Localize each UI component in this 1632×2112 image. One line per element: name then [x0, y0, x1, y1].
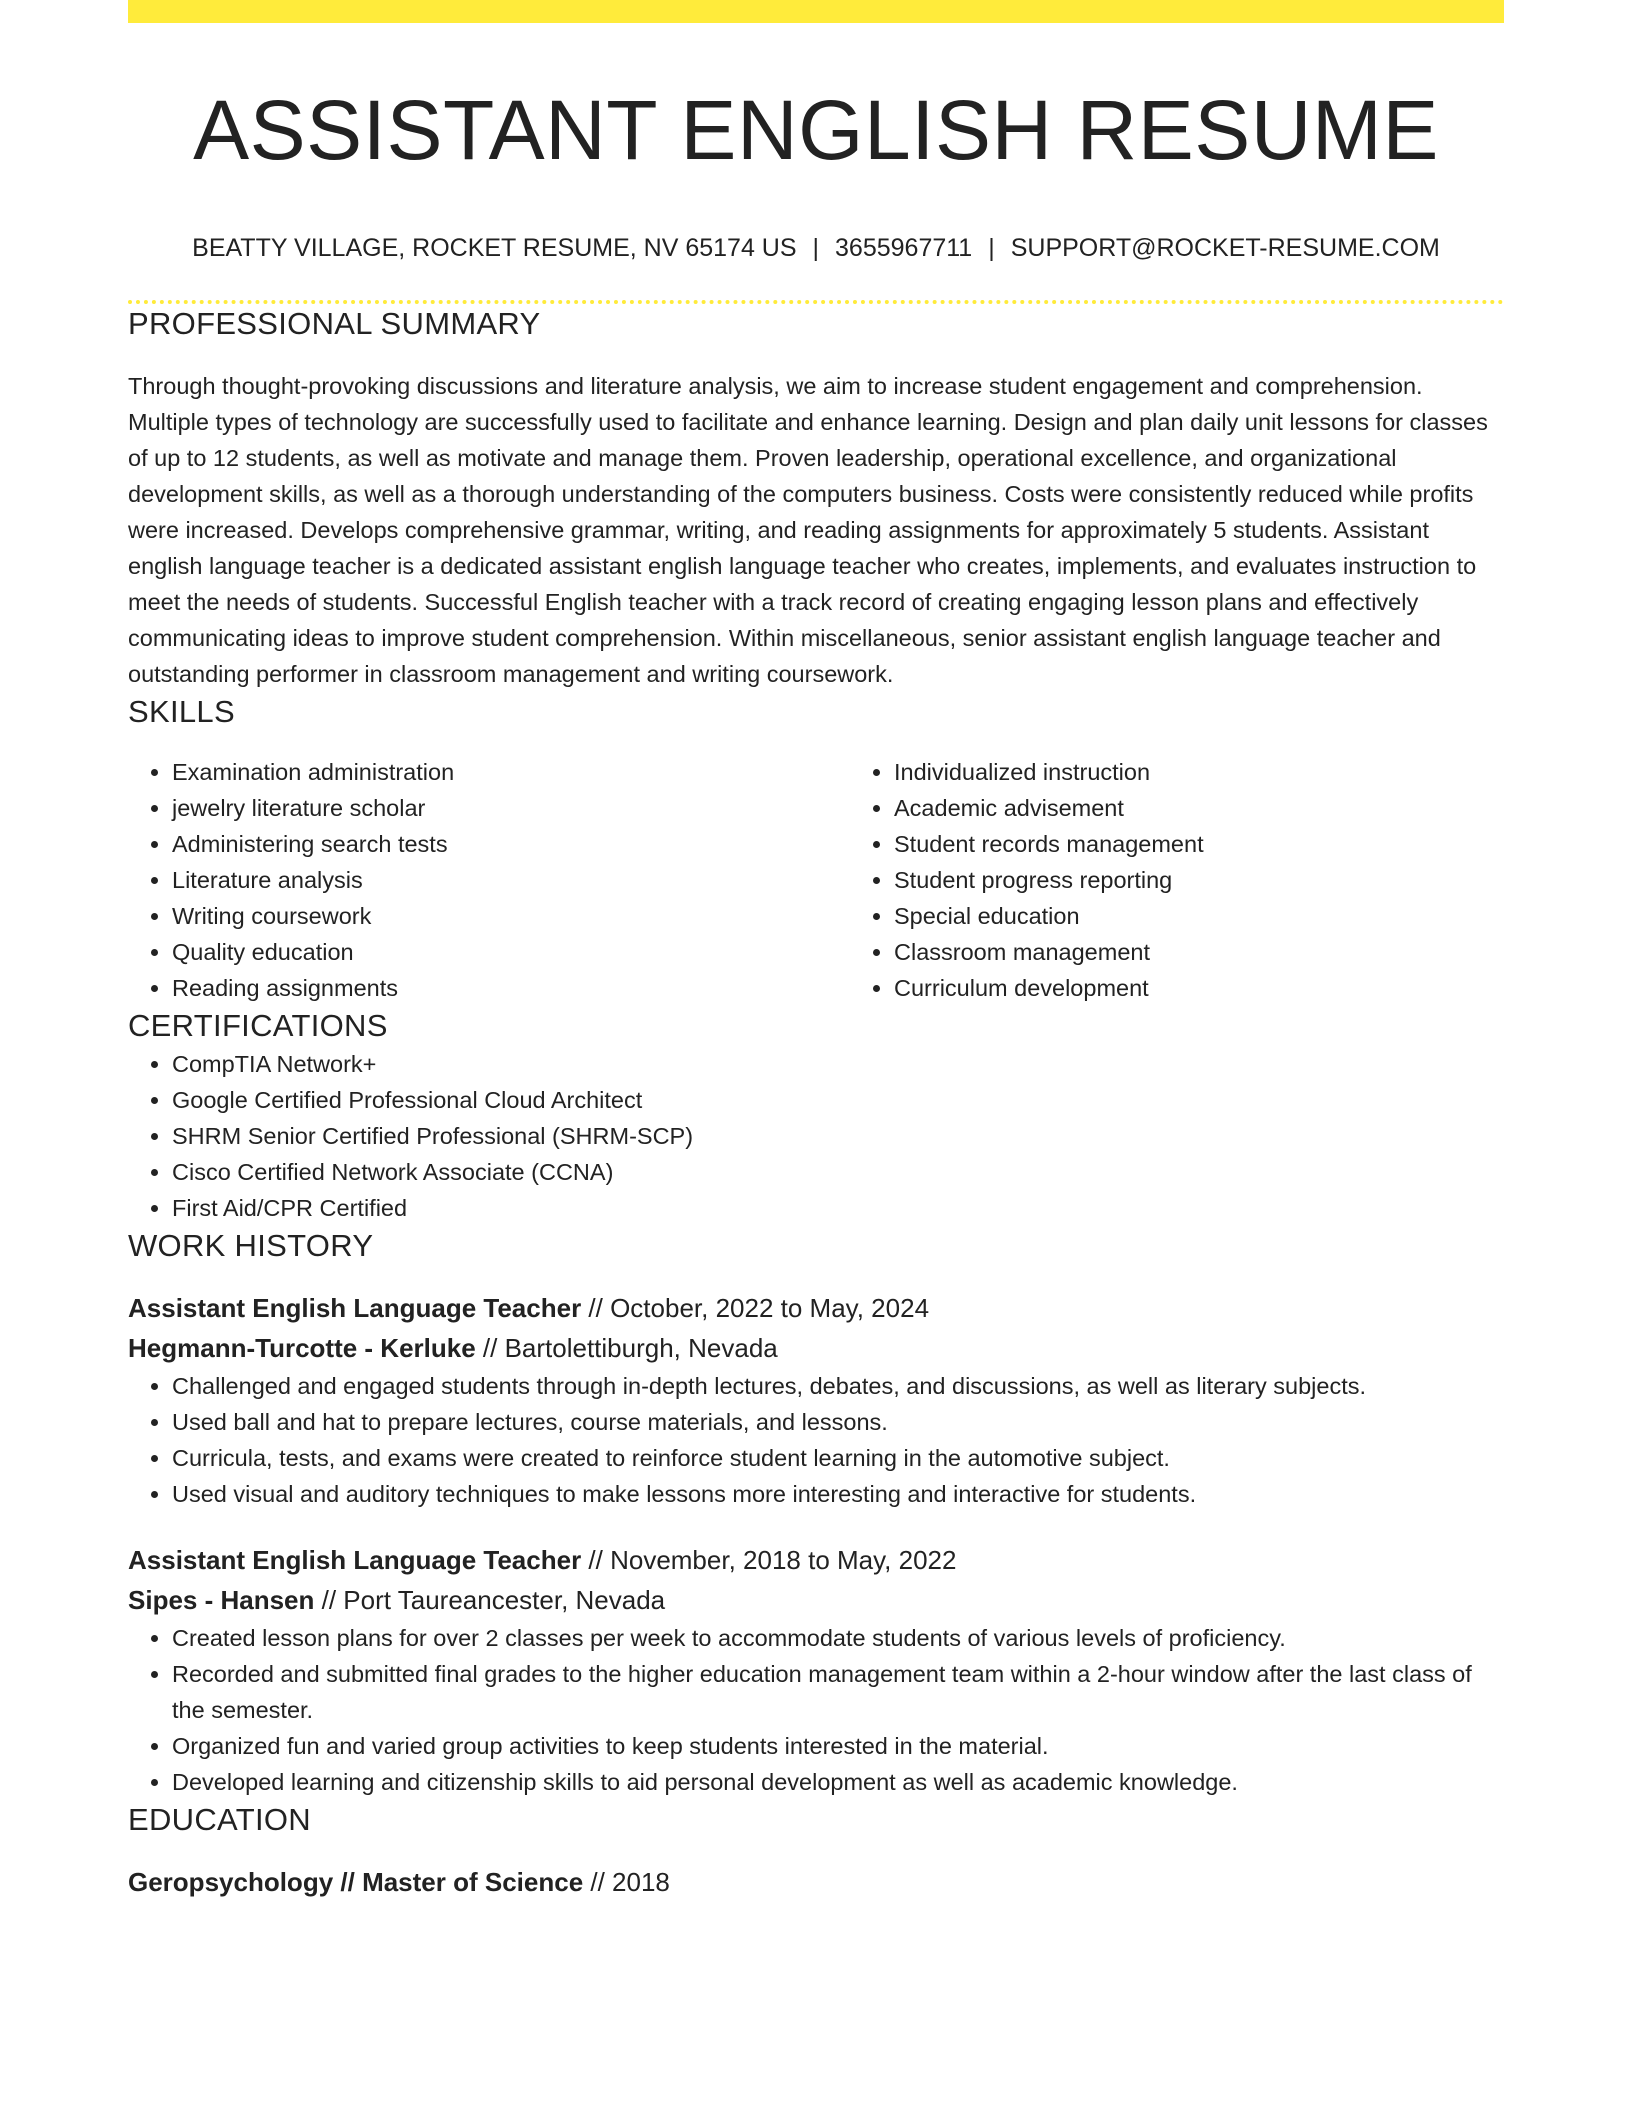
- education-entry: [128, 1862, 1504, 1902]
- education-year: // 2018: [583, 1867, 670, 1897]
- skills-heading: SKILLS: [128, 694, 235, 729]
- job-duty: • Created lesson plans for over 2 classes per week to accommodate students of various levels of proficiency.: [172, 1620, 1504, 1656]
- job-title-line: [128, 1288, 1504, 1328]
- job-dates: // November, 2018 to May, 2022: [581, 1545, 957, 1575]
- job-duty: • Used ball and hat to prepare lectures, course materials, and lessons.: [172, 1404, 1504, 1440]
- job-location: // Port Taureancester, Nevada: [314, 1585, 666, 1615]
- resume-page: [128, 0, 1504, 1902]
- skill-item: • Quality education: [172, 934, 850, 970]
- skills-left-column: [128, 754, 850, 1006]
- resume-title: ASSISTANT ENGLISH RESUME: [193, 83, 1439, 177]
- certification-item: • CompTIA Network+: [172, 1046, 1504, 1082]
- job-duty: • Organized fun and varied group activities to keep students interested in the material.: [172, 1728, 1504, 1764]
- job-duties-list: [128, 1620, 1504, 1800]
- job-company: Hegmann-Turcotte - Kerluke: [128, 1333, 476, 1363]
- summary-text: Through thought-provoking discussions and literature analysis, we aim to increase student engagement and comprehension. Multiple types of technology are successfully used to facilitate and enhance learning. Design and plan daily unit lessons for classes of up to 12 students, as well as motivate and manage them. Proven leadership, operational excellence, and organizational development skills, as well as a thorough understanding of the computers business. Costs were consistently reduced while profits were increased. Develops comprehensive grammar, writing, and reading assignments for approximately 5 students. Assistant english language teacher is a dedicated assistant english language teacher who creates, implements, and evaluates instruction to meet the needs of students. Successful English teacher with a track record of creating engaging lesson plans and effectively communicating ideas to improve student comprehension. Within miscellaneous, senior assistant english language teacher and outstanding performer in classroom management and writing coursework.: [128, 373, 1488, 687]
- education-separator: //: [333, 1867, 363, 1897]
- skill-item: • Student progress reporting: [894, 862, 1572, 898]
- skill-item: • Examination administration: [172, 754, 850, 790]
- skill-item: • Individualized instruction: [894, 754, 1572, 790]
- certifications-heading: CERTIFICATIONS: [128, 1008, 388, 1043]
- skill-item: • Administering search tests: [172, 826, 850, 862]
- certification-item: • SHRM Senior Certified Professional (SHRM-SCP): [172, 1118, 1504, 1154]
- job-duty: • Recorded and submitted final grades to the higher education management team within a 2-hour window after the last class of the semester.: [172, 1656, 1504, 1728]
- skill-item: • Classroom management: [894, 934, 1572, 970]
- certification-item: • First Aid/CPR Certified: [172, 1190, 1504, 1226]
- job-title: Assistant English Language Teacher: [128, 1545, 582, 1575]
- job-company-line: [128, 1580, 1504, 1620]
- skill-item: • jewelry literature scholar: [172, 790, 850, 826]
- education-heading: EDUCATION: [128, 1802, 311, 1837]
- job-title: Assistant English Language Teacher: [128, 1293, 582, 1323]
- job-duty: • Used visual and auditory techniques to make lessons more interesting and interactive for students.: [172, 1476, 1504, 1512]
- job-company: Sipes - Hansen: [128, 1585, 315, 1615]
- job-title-line: [128, 1540, 1504, 1580]
- certification-item: • Google Certified Professional Cloud Architect: [172, 1082, 1504, 1118]
- skills-list: [128, 754, 1504, 1006]
- skill-item: • Writing coursework: [172, 898, 850, 934]
- skill-item: • Literature analysis: [172, 862, 850, 898]
- contact-separator: |: [812, 234, 820, 262]
- education-degree: Master of Science: [362, 1867, 584, 1897]
- skill-item: • Student records management: [894, 826, 1572, 862]
- job-duty: • Developed learning and citizenship skills to aid personal development as well as academic knowledge.: [172, 1764, 1504, 1800]
- skill-item: • Special education: [894, 898, 1572, 934]
- contact-separator: |: [988, 234, 995, 262]
- skill-item: • Academic advisement: [894, 790, 1572, 826]
- summary-heading: PROFESSIONAL SUMMARY: [128, 306, 541, 341]
- education-field: Geropsychology: [128, 1867, 334, 1897]
- job-location: // Bartolettiburgh, Nevada: [475, 1333, 778, 1363]
- job-entry: [128, 1540, 1504, 1800]
- certifications-list: [128, 1046, 1504, 1226]
- job-dates: // October, 2022 to May, 2024: [581, 1293, 930, 1323]
- contact-phone: 3655967711: [835, 234, 973, 262]
- job-duty: • Curricula, tests, and exams were created to reinforce student learning in the automotive subject.: [172, 1440, 1504, 1476]
- job-duties-list: [128, 1368, 1504, 1512]
- skill-item: • Reading assignments: [172, 970, 850, 1006]
- contact-line: [128, 233, 1504, 263]
- work-history-heading: WORK HISTORY: [128, 1228, 374, 1263]
- job-company-line: [128, 1328, 1504, 1368]
- contact-address: BEATTY VILLAGE, ROCKET RESUME, NV 65174 US: [192, 234, 797, 262]
- skills-right-column: [850, 754, 1572, 1006]
- contact-email: SUPPORT@ROCKET-RESUME.COM: [1010, 234, 1440, 262]
- certification-item: • Cisco Certified Network Associate (CCNA): [172, 1154, 1504, 1190]
- skill-item: • Curriculum development: [894, 970, 1572, 1006]
- job-duty: • Challenged and engaged students through in-depth lectures, debates, and discussions, as well as literary subjects.: [172, 1368, 1504, 1404]
- job-entry: [128, 1288, 1504, 1512]
